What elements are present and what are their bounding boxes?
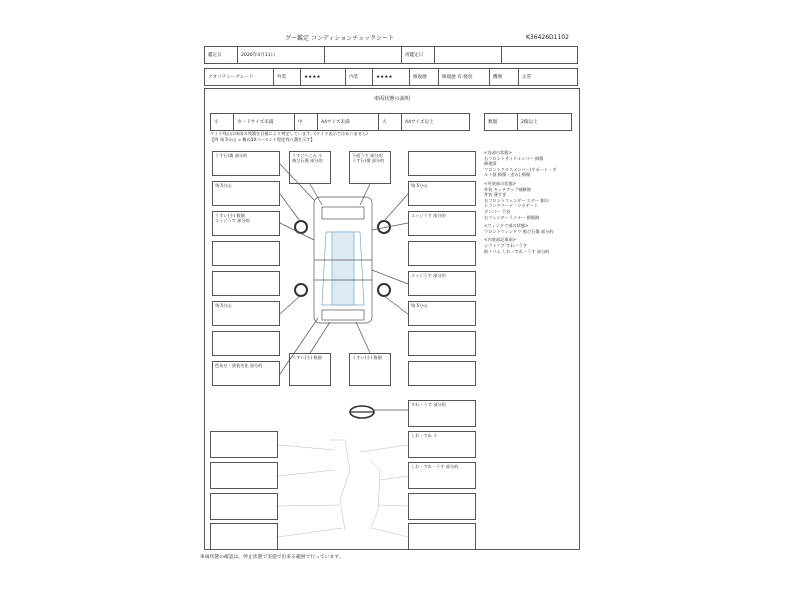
size-large-label: 大 [379,114,402,131]
footer-note: 車両状態の確認は、停止状態で実施で出来る範囲で行っています。 [200,555,344,560]
tire-text: 残 5分山 [215,183,232,188]
seat-outline [370,460,380,530]
exterior-stars: ★★★★ [301,69,346,86]
repair-history-value: 修復歴 有 軽度 [439,69,490,86]
leader-line [280,194,300,221]
remarks-heading: <内装部記事項> [484,237,517,243]
leader-line [280,296,300,314]
leader-line [280,223,314,240]
size-small-label: 小 [211,114,234,131]
tire-text: 残 5分山 [215,303,232,308]
remarks-heading: <各部の状態> [484,150,512,155]
rear-right-wheel [378,284,390,296]
damage-text: うす石(傷 部分的 [215,153,248,158]
remark-line: 外装 薄すぎ [484,192,507,198]
damage-text: エッジうす 部分的 [411,273,446,278]
remarks-panel [484,150,556,254]
remark-line: シフトノブ すれ・うす [484,242,527,248]
interior-stars: ★★★★ [373,69,410,86]
remark-line: 修理済 [484,161,497,167]
leader-line [280,164,314,200]
sheet-title: グー鑑定 コンディションチェックシート [285,35,395,42]
leader-line [384,296,408,314]
damage-text: エッジうす 部分的 [215,218,250,223]
exterior-label: 外装 [274,69,301,86]
damage-text: 色あせ・塗装劣化 部分的 [215,363,263,368]
damage-text: うすい(小) 数個 [292,355,322,360]
remark-line: 助トリム しわ・すれ・うす 部分的 [484,248,550,254]
reappraisal-date-label: 再鑑定日 [402,47,435,64]
seat-outline [330,440,350,530]
leader-line [372,270,408,284]
remark-line: トランクフード・リヤゲート [484,203,539,209]
damage-text: 飛び石傷 部分的 [292,158,323,163]
damage-text: エッジうす 部分的 [411,213,446,218]
leader-line [356,322,370,353]
damage-text: しわ・すれ 小 [411,433,438,438]
remarks-heading: <ウィンドウ部の状態> [484,223,529,229]
size-large-desc: A4サイズ以上 [402,114,470,131]
remark-line: 右フロントフェンダー スデー 側の [484,197,549,203]
remark-line: ルト留 損傷・歪み) 損傷 [484,172,531,178]
tire-text: 残 5分山 [411,183,428,188]
remarks-heading: <外装部の状態> [484,180,517,186]
mechanical-label: 機関 [490,69,519,86]
repair-history-label: 修復歴 [410,69,439,86]
size-small-desc: カードサイズ未満 [234,114,295,131]
leader-line [384,194,408,221]
damage-text: うすどへこみ 小 [292,153,323,158]
mechanical-value: 正常 [519,69,578,86]
size-medium-desc: A4サイズ未満 [318,114,379,131]
document-code: K36426D1102 [526,34,569,41]
remark-line: フロントクロスメンバー(サポート・ボ [484,166,557,172]
tire-text: 残 5分山 [411,303,428,308]
remark-line: ダンパー 不良 [484,208,511,214]
remark-line: フロントウィンドウ 飛び石傷 部分的 [484,228,554,234]
tire-note: タイヤ残山は車両の残溝を目視により判定しています。(タイヤ表示ではありません) [210,131,368,136]
hood-panel [322,207,364,219]
leader-line [280,318,318,374]
size-medium-label: 中 [295,114,318,131]
damage-text: うすい(小) 数個 [352,355,382,360]
trunk-panel [322,310,364,320]
count-label: 数個 [485,114,518,131]
damage-text: すれ・うす 部分的 [411,402,446,407]
count-value: 2個以上 [518,114,572,131]
interior-label: 内装 [346,69,373,86]
damage-text: うす石(傷 部分的 [352,158,385,163]
leader-line [310,322,330,353]
remark-line: 右フェンダーライナー 損傷跡 [484,214,540,220]
vehicle-condition-title: 車両状態の説明 [373,96,411,102]
damage-text: 下面うす 部分的 [352,153,383,158]
quality-grade-label: クオリティーグレード [205,69,274,86]
damage-text: うすい(小) 数個 [215,213,245,218]
tire-note-example: 【例 残 5分山 = 概ね50パーセント程度残り溝を示す】 [210,137,315,142]
rear-left-wheel [295,284,307,296]
remark-line: 右フロントサイドメンバー 損傷 [484,155,544,161]
roof-panel [332,232,354,305]
appraisal-date-value: 2026年4月11日 [238,47,325,64]
remark-line: 外装 キッチアップ補修箇 [484,186,532,192]
damage-text: しわ・すれ・うす 部分的 [411,464,459,469]
appraisal-date-label: 鑑定日 [205,47,238,64]
leader-line [360,184,370,205]
leader-line [310,184,322,205]
